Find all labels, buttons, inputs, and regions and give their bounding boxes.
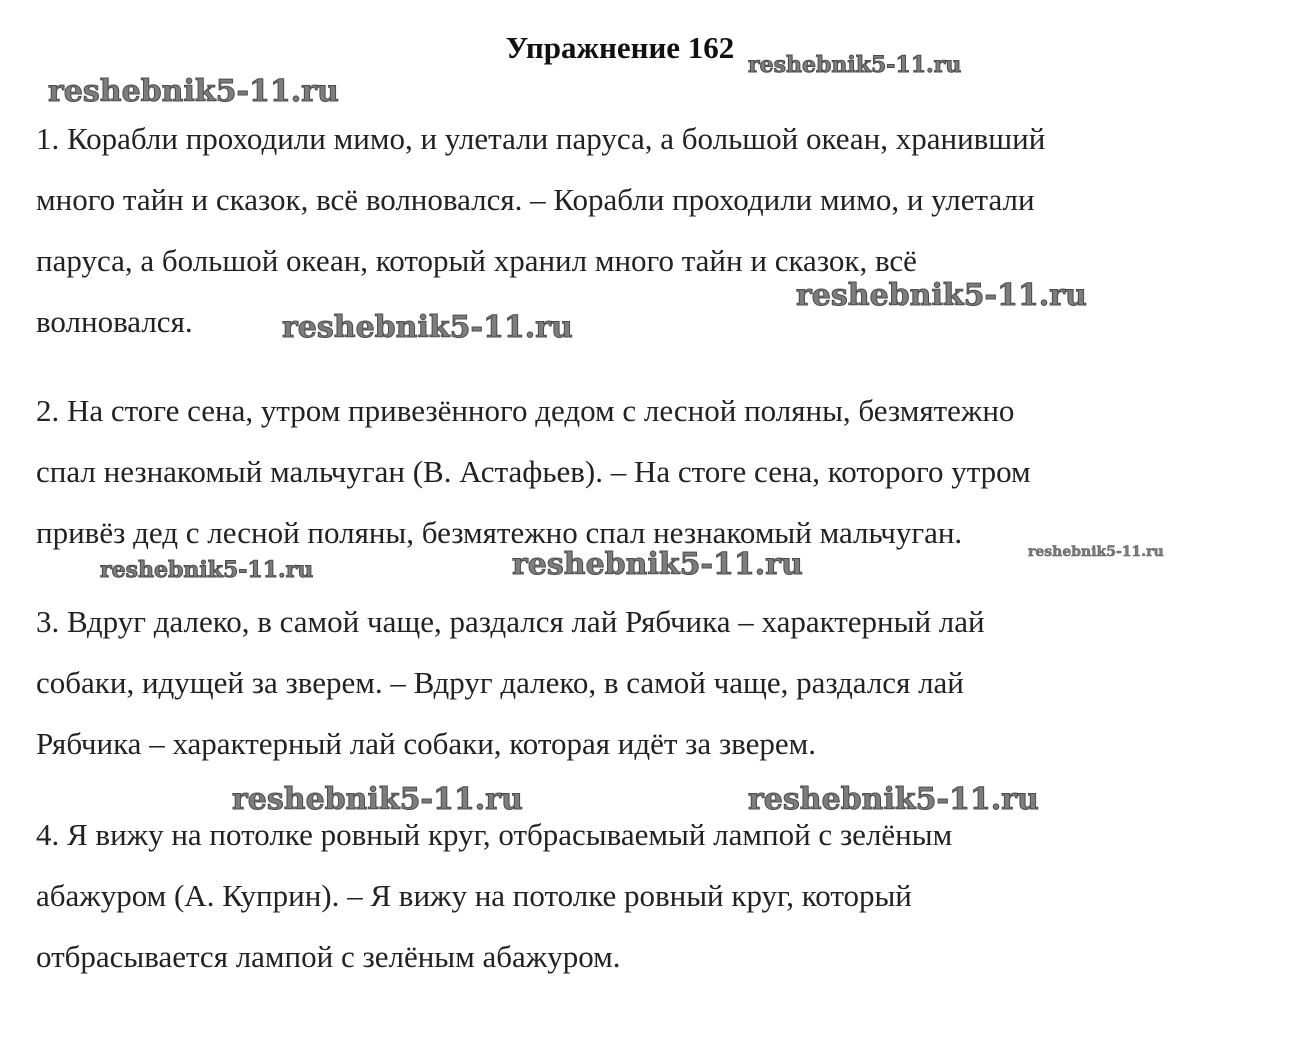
- text-line: много тайн и сказок, всё волновался. – Корабли проходили мимо, и улетали: [36, 182, 1035, 217]
- watermark: reshebnik5-11.ru: [796, 278, 1087, 313]
- watermark: reshebnik5-11.ru: [282, 310, 573, 345]
- text-line: 2. На стоге сена, утром привезённого дедом с лесной поляны, безмятежно: [36, 393, 1015, 428]
- paragraph-3: [36, 591, 1246, 774]
- text-line: волновался.: [36, 304, 193, 339]
- watermark: reshebnik5-11.ru: [232, 782, 523, 817]
- text-line: абажуром (А. Куприн). – Я вижу на потолке ровный круг, который: [36, 878, 912, 913]
- watermark: reshebnik5-11.ru: [100, 557, 314, 583]
- paragraph-4: [36, 804, 1246, 987]
- watermark: reshebnik5-11.ru: [748, 52, 962, 78]
- exercise-title: Упражнение 162: [505, 30, 735, 65]
- text-line: 1. Корабли проходили мимо, и улетали паруса, а большой океан, хранивший: [36, 121, 1046, 156]
- text-line: собаки, идущей за зверем. – Вдруг далеко, в самой чаще, раздался лай: [36, 665, 964, 700]
- text-line: отбрасывается лампой с зелёным абажуром.: [36, 939, 621, 974]
- paragraph-1: [36, 108, 1246, 352]
- text-line: 3. Вдруг далеко, в самой чаще, раздался лай Рябчика – характерный лай: [36, 604, 985, 639]
- watermark: reshebnik5-11.ru: [48, 74, 339, 109]
- text-line: паруса, а большой океан, который хранил много тайн и сказок, всё: [36, 243, 917, 278]
- text-line: Рябчика – характерный лай собаки, которая идёт за зверем.: [36, 726, 817, 761]
- watermark: reshebnik5-11.ru: [512, 547, 803, 582]
- watermark: reshebnik5-11.ru: [1028, 544, 1164, 560]
- text-line: спал незнакомый мальчуган (В. Астафьев). – На стоге сена, которого утром: [36, 454, 1031, 489]
- text-line: привёз дед с лесной поляны, безмятежно спал незнакомый мальчуган.: [36, 515, 963, 550]
- paragraph-2: [36, 380, 1246, 563]
- text-line: 4. Я вижу на потолке ровный круг, отбрасываемый лампой с зелёным: [36, 817, 953, 852]
- watermark: reshebnik5-11.ru: [748, 782, 1039, 817]
